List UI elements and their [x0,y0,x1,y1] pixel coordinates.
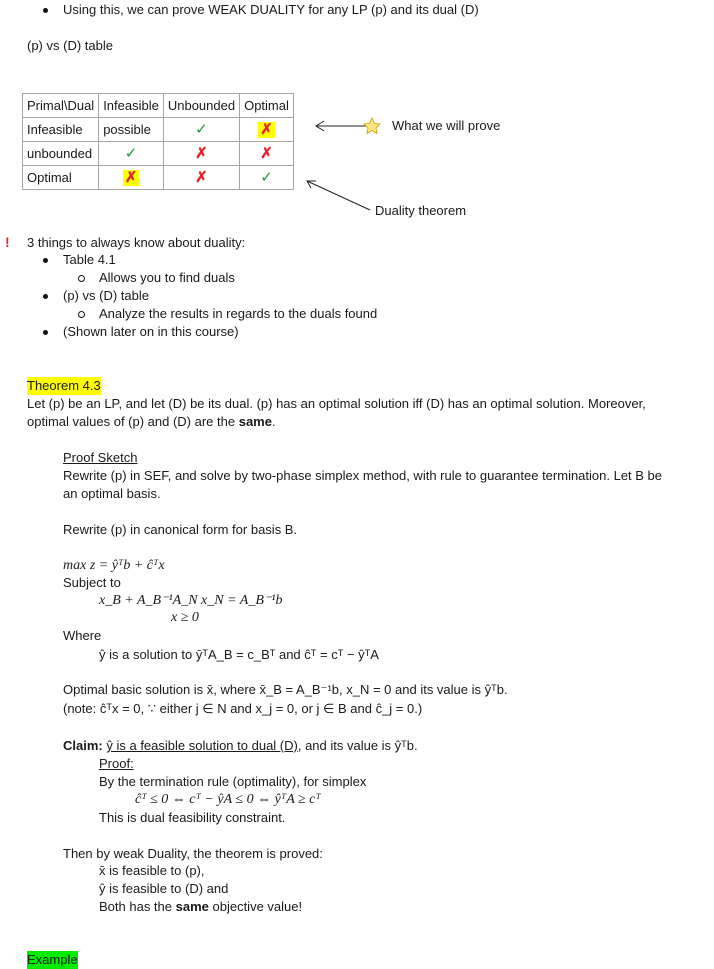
cross-mark: ✗ [195,144,208,162]
header-cell: Unbounded [163,94,239,118]
table-cell: possible [99,118,164,142]
row-label: Optimal [23,166,99,190]
where-definition: ŷ is a solution to ȳᵀA_B = c_Bᵀ and ĉᵀ = cᵀ − ŷᵀA [99,647,379,662]
check-mark: ✓ [260,168,273,186]
table-title: (p) vs (D) table [27,38,113,53]
dual-feasibility-line: This is dual feasibility constraint. [99,810,286,825]
star-icon [364,118,380,134]
cross-mark-highlighted: ✗ [260,120,273,138]
proof-label: Proof: [99,756,134,771]
duality-theorem-label: Duality theorem [375,203,467,218]
termination-rule-line: By the termination rule (optimality), for simplex [99,774,367,789]
same-emphasis: same [238,414,272,429]
what-we-will-prove-label: What we will prove [392,118,501,133]
check-mark: ✓ [195,120,208,138]
bullet-dot [43,294,48,299]
note-line: (note: ĉᵀx = 0, ∵ either j ∈ N and x_j = 0, or j ∈ B and ĉ_j = 0.) [63,701,423,716]
subject-to-label: Subject to [63,575,121,590]
claim-line: Claim: ŷ is a feasible solution to dual (D), and its value is ŷᵀb. [63,738,418,753]
row-label: Infeasible [23,118,99,142]
same-emphasis: same [175,899,209,914]
theorem-line-1: Let (p) be an LP, and let (D) be its dual. (p) has an optimal solution iff (D) has an optimal solution. Moreover, [27,396,646,411]
list-item: (p) vs (D) table [63,288,149,303]
constraint-formula-1: x_B + A_B⁻¹A_N x_N = A_B⁻¹b [99,593,283,608]
list-subitem: Allows you to find duals [99,270,235,285]
list-subitem: Analyze the results in regards to the duals found [99,306,378,321]
header-cell: Optimal [240,94,294,118]
header-cell: Primal\Dual [23,94,99,118]
example-title: Example [27,952,78,967]
arrow-to-infeasible-optimal [316,121,366,131]
weak-duality-line: Then by weak Duality, the theorem is proved: [63,846,323,861]
three-things-heading: 3 things to always know about duality: [27,235,246,250]
list-item: Table 4.1 [63,252,116,267]
feasibility-chain-formula: ĉᵀ ≤ 0 ⇔ cᵀ − ŷA ≤ 0 ⇔ ŷᵀA ≥ cᵀ [135,792,321,807]
row-label: unbounded [23,142,99,166]
important-flag-icon: ! [5,234,10,250]
cross-mark-highlighted: ✗ [124,168,138,186]
weak-item-3: Both has the same objective value! [99,899,303,914]
where-label: Where [63,628,102,643]
proof-para-1-line-1: Rewrite (p) in SEF, and solve by two-phase simplex method, with rule to guarantee termination. Let B be [63,468,663,483]
weak-item-2: ŷ is feasible to (D) and [99,881,229,896]
bullet-dot [43,330,48,335]
header-cell: Infeasible [99,94,164,118]
weak-item-1: x̄ is feasible to (p), [99,863,205,878]
list-item: (Shown later on in this course) [63,324,239,339]
claim-underlined: ŷ is a feasible solution to dual (D) [106,738,298,753]
constraint-formula-2: x ≥ 0 [171,610,199,625]
arrow-to-optimal-optimal [307,181,370,210]
check-mark: ✓ [124,144,138,162]
objective-formula: max z = ŷᵀb + ĉᵀx [63,558,165,573]
proof-para-2: Rewrite (p) in canonical form for basis B. [63,522,298,537]
proof-sketch-title: Proof Sketch [63,450,138,465]
annotation-arrows [0,0,714,230]
weak-duality-bullet: Using this, we can prove WEAK DUALITY for any LP (p) and its dual (D) [63,2,479,17]
cross-mark: ✗ [195,168,208,186]
theorem-title: Theorem 4.3 [27,378,101,393]
cross-mark: ✗ [260,144,273,162]
sub-bullet-dot [78,311,85,318]
proof-para-1-line-2: an optimal basis. [63,486,161,501]
optimal-basic-solution-line: Optimal basic solution is x̄, where x̄_B = A_B⁻¹b, x_N = 0 and its value is ŷᵀb. [63,682,508,697]
bullet-dot [43,258,48,263]
sub-bullet-dot [78,275,85,282]
theorem-line-2: optimal values of (p) and (D) are the same. [27,414,276,429]
